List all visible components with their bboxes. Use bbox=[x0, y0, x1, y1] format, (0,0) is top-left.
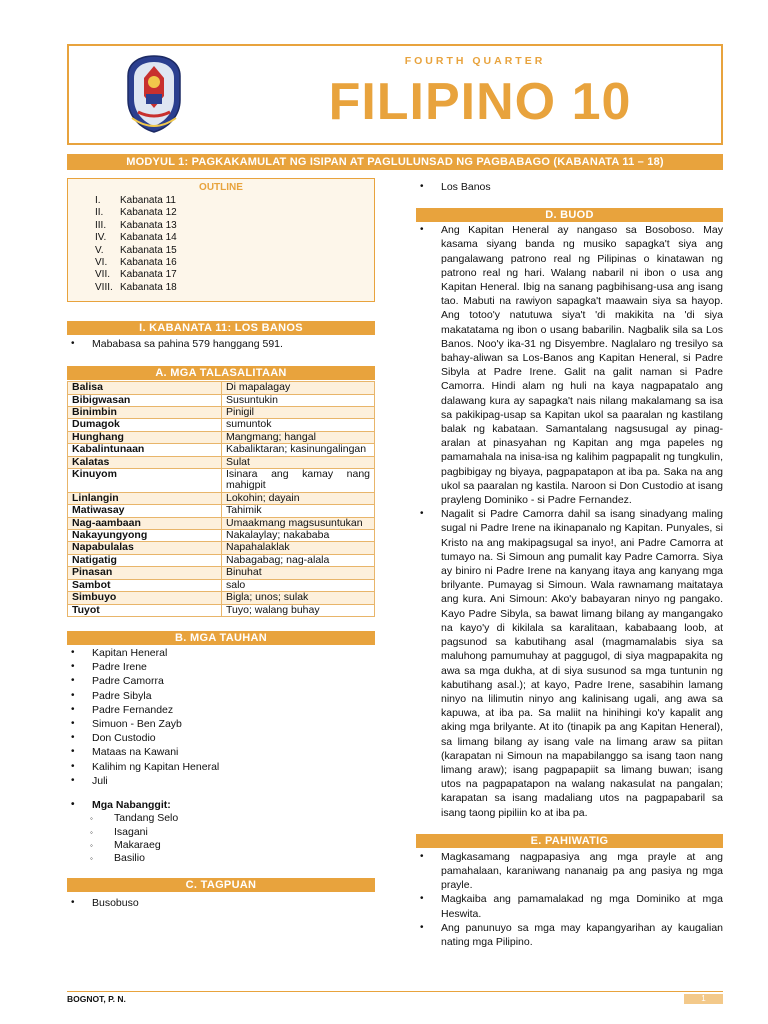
kabanata-intro-list bbox=[67, 337, 375, 351]
vocab-term: Linlangin bbox=[68, 492, 222, 504]
vocab-term: Nakayungyong bbox=[68, 530, 222, 542]
nabanggit-sublist bbox=[67, 812, 375, 866]
vocab-definition: Kabaliktaran; kasinungalingan bbox=[222, 444, 375, 456]
tauhan-list bbox=[67, 646, 375, 788]
vocab-term: Simbuyo bbox=[68, 592, 222, 604]
vocab-definition: Mangmang; hangal bbox=[222, 431, 375, 443]
vocab-term: Bibigwasan bbox=[68, 394, 222, 406]
vocab-definition: Isinara ang kamay nang mahigpit bbox=[222, 469, 375, 493]
vocab-term: Balisa bbox=[68, 382, 222, 394]
vocab-term: Tuyot bbox=[68, 604, 222, 616]
table-row bbox=[68, 419, 375, 431]
vocab-definition: Tahimik bbox=[222, 505, 375, 517]
vocab-definition: salo bbox=[222, 579, 375, 591]
vocab-definition: Susuntukin bbox=[222, 394, 375, 406]
table-row bbox=[68, 407, 375, 419]
vocab-term: Kalatas bbox=[68, 456, 222, 468]
vocab-definition: Di mapalagay bbox=[222, 382, 375, 394]
outline-item: VII. Kabanata 17 bbox=[95, 269, 177, 281]
outline-item: III. Kabanata 13 bbox=[95, 219, 177, 231]
list-item: • Los Banos bbox=[416, 180, 723, 194]
outline-item: VI. Kabanata 16 bbox=[95, 257, 177, 269]
vocab-term: Matiwasay bbox=[68, 505, 222, 517]
nabanggit-list bbox=[67, 798, 375, 812]
table-row bbox=[68, 431, 375, 443]
vocab-definition: sumuntok bbox=[222, 419, 375, 431]
buod-list bbox=[416, 223, 723, 820]
table-row bbox=[68, 579, 375, 591]
table-row bbox=[68, 567, 375, 579]
table-row bbox=[68, 554, 375, 566]
list-item: • Busobuso bbox=[67, 896, 375, 910]
table-row bbox=[68, 542, 375, 554]
list-item: • Padre Sibyla bbox=[67, 689, 375, 703]
list-item: • Simuon - Ben Zayb bbox=[67, 717, 375, 731]
vocab-definition: Binuhat bbox=[222, 567, 375, 579]
list-item: ◦ Makaraeg bbox=[89, 839, 375, 852]
vocab-definition: Pinigil bbox=[222, 407, 375, 419]
buod-paragraph: • Nagalit si Padre Camorra dahil sa isang sinadyang maling sugal ni Padre Irene na ikinapanalo ng Kapitan. Punyales, si Kristo na ang makipagsugal sa inyo!, ani Padre Camorra at tumayo na. Si Simoun ang pumalit kay Padre Camorra. Siya ay biniro ni Padre Irene na kanyang itaya ang kanyang mga brilyante. Pumayag si Simoun. Wala rawnamang maitataya ang kura. Ani Simoun: Ako'y babayaran ninyo ng pangako. Kayo Padre Sibyla, sa bawat limang bilang ay mangangako na kayo'y di kikilala sa karalitaan, kababaang loob, at pagsunod sa kabutihang asal (magmamalabis siya sa maluhong pamumuhay at paggugol, di siya magpapakita ng awa sa mga dukha, at di siya susunod sa mga tuntunin ng kabutihang asal.); at kayo, Padre Irene, sasabihin lamang ninyo na lilimutin ninyo ang kalinisang ugali, ang awa sa kapuwa, at iba pa. Sa maliit na hinihingi ko'y kapalit ang aking mga brilyante. At ito (tinapik pa ang Kapitan Heneral), sa limang bilang ay isang vale na limang araw sa piitan (karapatan ni Simoun na mapabilanggo sa isang taon nang limang araw); isang pagpapapiit sa limang buwan; isang utos na pagpapatapon na walang nakasulat na pangalan; karapatan sa isang madaliang utos na pagpapabaril sa isang taong pipiliin ko at iba pa. bbox=[416, 507, 723, 819]
table-row bbox=[68, 456, 375, 468]
vocab-term: Dumagok bbox=[68, 419, 222, 431]
vocab-definition: Napahalaklak bbox=[222, 542, 375, 554]
page-title: FILIPINO 10 bbox=[328, 73, 632, 131]
tagpuan-list bbox=[67, 896, 375, 910]
outline-box bbox=[67, 178, 375, 302]
outline-item: II. Kabanata 12 bbox=[95, 207, 177, 219]
vocab-term: Nag-aambaan bbox=[68, 517, 222, 529]
outline-item: V. Kabanata 15 bbox=[95, 244, 177, 256]
pahiwatig-section-bar: E. PAHIWATIG bbox=[416, 834, 723, 848]
list-item: • Juli bbox=[67, 774, 375, 788]
tagpuan-list-continued bbox=[416, 180, 723, 194]
outline-title: OUTLINE bbox=[199, 182, 243, 193]
modyul-title-bar: MODYUL 1: PAGKAKAMULAT NG ISIPAN AT PAGLULUNSAD NG PAGBABAGO (KABANATA 11 – 18) bbox=[67, 154, 723, 170]
vocab-term: Hunghang bbox=[68, 431, 222, 443]
left-column bbox=[67, 178, 375, 910]
vocab-definition: Sulat bbox=[222, 456, 375, 468]
quarter-label: FOURTH QUARTER bbox=[404, 55, 546, 67]
header-box bbox=[67, 44, 723, 145]
table-row bbox=[68, 592, 375, 604]
vocab-definition: Bigla; unos; sulak bbox=[222, 592, 375, 604]
kabanata-intro: • Mababasa sa pahina 579 hanggang 591. bbox=[67, 337, 375, 351]
list-item: • Don Custodio bbox=[67, 731, 375, 745]
buod-paragraph: • Ang Kapitan Heneral ay nangaso sa Bosoboso. May kasama siyang banda ng musiko sapagka't siya ang pangalawang patrono real ng Pilipinas o kinatawan ng patrono real ng hari. Walang nabaril ni ibon o usa ang Kapitan Heneral. Ibig na sanang pagbihisang-usa ang isang tao. Mabuti na rawiyon sapagka't maawain siya sa hayop. Ang totoo'y natutuwa siya't 'di makikita na 'di siya makatatama ng ibon o usang babarilin. Nagbalik sila sa Los Banos. Noo'y ika-31 ng Disyembre. Naglalaro ng tresilyo sa bahay-aliwan sa Los-Banos ang Kapitan Heneral, si Padre Sibyla at Padre Irene. Galit na galit naman si Padre Camorra. Hindi alam ng huli na kaya nagpapatalo ang dalawang kura ay sapagka't nais nilang makalamang sa isa sa pakikipag-usap sa Kapitan ukol sa paaralan ng kastilang balak ng kabataan. Samantalang nagsusugal ay pinag-aralan at pinasyahan ng Kapitan ang mga papeles ng pamamahala na inisa-isa ng kalihim pagpapalit ng tungkulin, pagbibigay ng biyaya, pagpapatapon at iba pa. Saka na ang ukol sa paaralan ng kastila. Naroon si Don Custodio at isang prayleng Dominiko - si Padre Fernandez. bbox=[416, 223, 723, 507]
right-column bbox=[416, 178, 723, 949]
list-item: • Magkasamang nagpapasiya ang mga prayle at ang pamahalaan, karaniwang nananaig pa ang pasiya ng mga prayle. bbox=[416, 850, 723, 893]
list-item: • Padre Fernandez bbox=[67, 703, 375, 717]
kabanata-section-bar: I. KABANATA 11: LOS BANOS bbox=[67, 321, 375, 335]
vocab-definition: Tuyo; walang buhay bbox=[222, 604, 375, 616]
outline-item: I. Kabanata 11 bbox=[95, 195, 176, 206]
vocab-term: Pinasan bbox=[68, 567, 222, 579]
list-item: • Magkaiba ang pamamalakad ng mga Dominiko at mga Heswita. bbox=[416, 892, 723, 920]
buod-section-bar: D. BUOD bbox=[416, 208, 723, 222]
vocab-term: Sambot bbox=[68, 579, 222, 591]
vocab-term: Napabulalas bbox=[68, 542, 222, 554]
table-row bbox=[68, 382, 375, 394]
vocab-term: Kinuyom bbox=[68, 469, 222, 493]
list-item: • Padre Camorra bbox=[67, 674, 375, 688]
list-item: • Mataas na Kawani bbox=[67, 745, 375, 759]
list-item: • Kalihim ng Kapitan Heneral bbox=[67, 760, 375, 774]
table-row bbox=[68, 469, 375, 493]
list-item: ◦ Basilio bbox=[89, 852, 375, 865]
table-row bbox=[68, 530, 375, 542]
footer-author: BOGNOT, P. N. bbox=[67, 994, 126, 1004]
vocab-term: Binimbin bbox=[68, 407, 222, 419]
table-row bbox=[68, 517, 375, 529]
list-item: • Ang panunuyo sa mga may kapangyarihan ay kaugalian nating mga Pilipino. bbox=[416, 921, 723, 949]
vocab-definition: Umaakmang magsusuntukan bbox=[222, 517, 375, 529]
list-item: ◦ Isagani bbox=[89, 826, 375, 839]
page-number: 1 bbox=[684, 994, 723, 1004]
vocab-definition: Nakalaylay; nakababa bbox=[222, 530, 375, 542]
list-item: ◦ Tandang Selo bbox=[89, 812, 375, 825]
vocab-term: Natigatig bbox=[68, 554, 222, 566]
table-row bbox=[68, 444, 375, 456]
table-row bbox=[68, 505, 375, 517]
nabanggit-label: • Mga Nabanggit: bbox=[67, 798, 375, 812]
table-row bbox=[68, 604, 375, 616]
pahiwatig-list bbox=[416, 850, 723, 949]
vocab-definition: Nabagabag; nag-alala bbox=[222, 554, 375, 566]
vocab-term: Kabalintunaan bbox=[68, 444, 222, 456]
list-item: • Kapitan Heneral bbox=[67, 646, 375, 660]
vocab-definition: Lokohin; dayain bbox=[222, 492, 375, 504]
table-row bbox=[68, 492, 375, 504]
tagpuan-section-bar: C. TAGPUAN bbox=[67, 878, 375, 892]
outline-list bbox=[68, 195, 374, 294]
talasalitaan-section-bar: A. MGA TALASALITAAN bbox=[67, 366, 375, 380]
table-row bbox=[68, 394, 375, 406]
footer-divider bbox=[67, 991, 723, 992]
vocabulary-table bbox=[67, 381, 375, 617]
outline-item: IV. Kabanata 14 bbox=[95, 232, 177, 244]
outline-item: VIII. Kabanata 18 bbox=[95, 281, 177, 293]
list-item: • Padre Irene bbox=[67, 660, 375, 674]
tauhan-section-bar: B. MGA TAUHAN bbox=[67, 631, 375, 645]
